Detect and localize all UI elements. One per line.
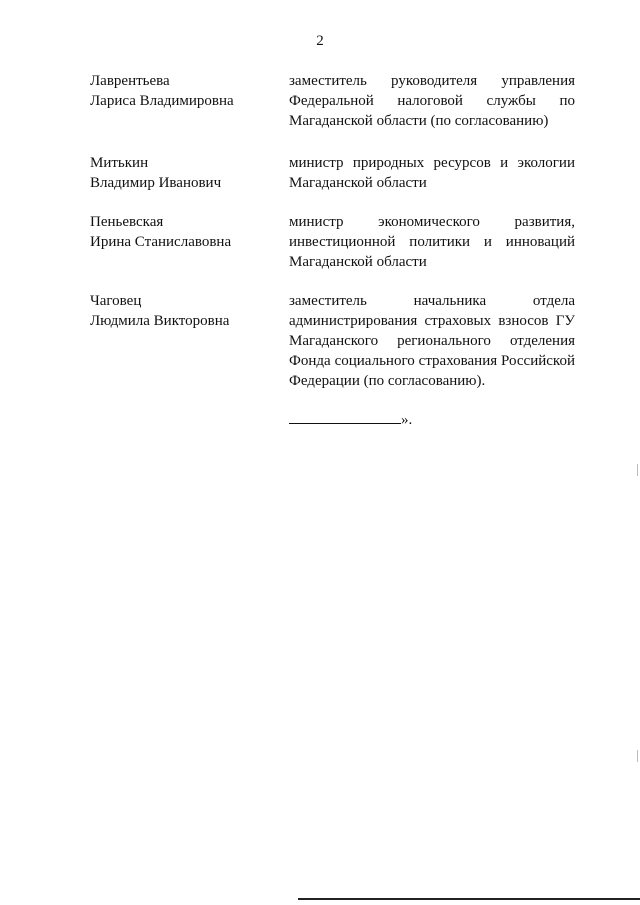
member-surname: Пеньевская (90, 214, 164, 230)
member-given-names: Владимир Иванович (90, 175, 222, 191)
scan-bottom-edge-line (298, 898, 640, 900)
member-position (289, 212, 575, 272)
position-line: Магаданской области (по согласованию) (289, 113, 549, 129)
position-line: министр природных ресурсов и экологии (289, 155, 575, 171)
position-line: Фонда социального страхования Российской (289, 353, 575, 369)
member-full-name (90, 153, 280, 193)
scan-edge-mark (637, 750, 638, 762)
scan-edge-mark (637, 464, 638, 476)
member-full-name (90, 212, 280, 252)
member-position (289, 153, 575, 193)
member-given-names: Лариса Владимировна (90, 93, 234, 109)
member-given-names: Ирина Станиславовна (90, 234, 232, 250)
member-full-name (90, 291, 280, 331)
position-line: Магаданской области (289, 175, 427, 191)
closing-signature-line (289, 408, 412, 430)
blank-underline (289, 408, 401, 424)
page-number: 2 (316, 33, 324, 49)
member-surname: Митькин (90, 155, 149, 171)
member-position (289, 71, 575, 131)
position-line: Магаданского регионального отделения (289, 333, 575, 349)
position-line: Федерации (по согласованию). (289, 373, 486, 389)
position-line: администрирования страховых взносов ГУ (289, 313, 575, 329)
position-line: Федеральной налоговой службы по (289, 93, 575, 109)
member-given-names: Людмила Викторовна (90, 313, 230, 329)
member-surname: Чаговец (90, 293, 142, 309)
member-surname: Лаврентьева (90, 73, 170, 89)
closing-quote-mark: ». (401, 412, 413, 428)
member-position (289, 291, 575, 391)
position-line: заместитель руководителя управления (289, 73, 575, 89)
position-line: заместитель начальника отдела (289, 293, 575, 309)
member-full-name (90, 71, 280, 111)
position-line: инвестиционной политики и инноваций (289, 234, 575, 250)
position-line: министр экономического развития, (289, 214, 575, 230)
position-line: Магаданской области (289, 254, 427, 270)
